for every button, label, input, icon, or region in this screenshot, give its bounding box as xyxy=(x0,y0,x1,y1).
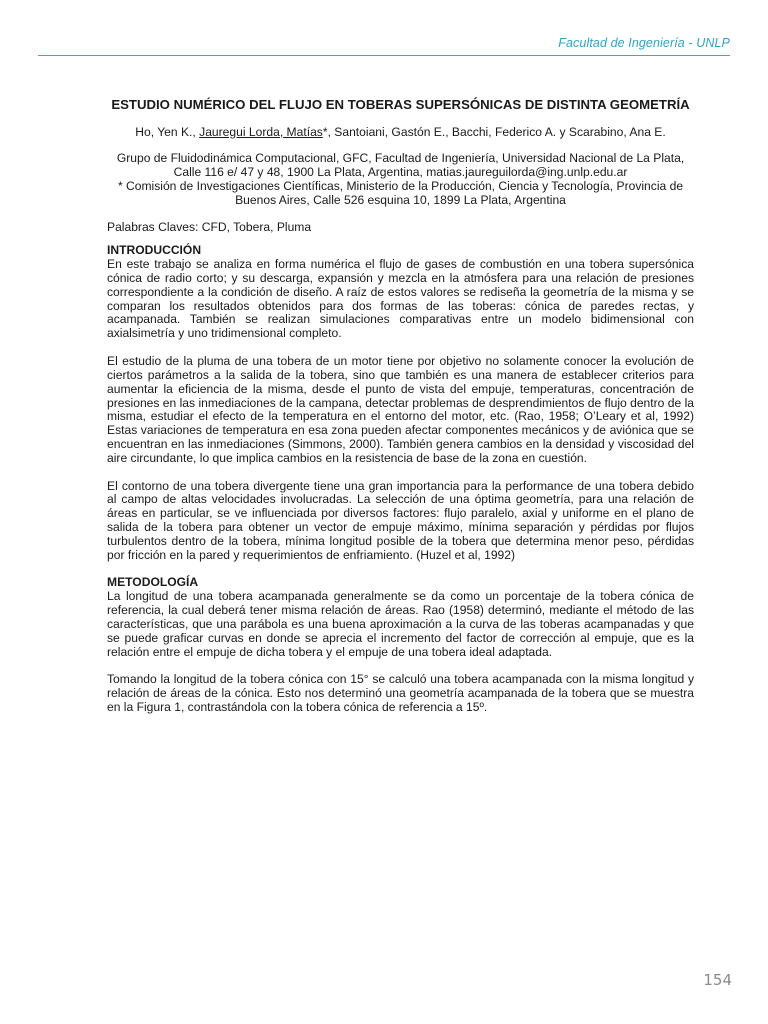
header-divider xyxy=(38,55,730,56)
paper-body xyxy=(107,97,694,715)
affiliations xyxy=(107,152,694,208)
intro-paragraph-2: El estudio de la pluma de una tobera de un motor tiene por objetivo no solamente conocer la evolución de ciertos parámetros a la salida de la tobera, sino que también es una manera de establecer criterios para aumentar la eficiencia de la misma, desde el punto de vista del empuje, temperaturas, concentración de presiones en las inmediaciones de la campana, detectar problemas de desprendimientos de flujo dentro de la misma, estudiar el efecto de la temperatura en el entorno del motor, etc. (Rao, 1958; O’Leary et al, 1992) Estas variaciones de temperatura en esa zona pueden afectar componentes mecánicos y de aviónica que se encuentran en las inmediaciones (Simmons, 2000). También genera cambios en la densidad y viscosidad del aire circundante, lo que implica cambios en la resistencia de base de la zona en cuestión. xyxy=(107,353,694,466)
authors-prefix: Ho, Yen K., xyxy=(135,124,200,139)
heading-metodologia: METODOLOGÍA xyxy=(107,575,199,590)
intro-paragraph-3: El contorno de una tobera divergente tiene una gran importancia para la performance de una tobera debido al campo de altas velocidades involucradas. La selección de una óptima geometría, para una relación de áreas en particular, se ve influenciada por diversos factores: flujo paralelo, axial y uniforme en el plano de salida de la tobera para obtener un vector de empuje máximo, mínima separación y pérdidas por flujos turbulentos dentro de la tobera, mínima longitud posible de la tobera que determina menor peso, pérdidas por fricción en la pared y requerimientos de enfriamiento. (Huzel et al, 1992) xyxy=(107,478,694,563)
keywords: Palabras Claves: CFD, Tobera, Pluma xyxy=(107,220,312,235)
corresponding-author: Jauregui Lorda, Matías xyxy=(199,124,323,139)
intro-paragraph-1: En este trabajo se analiza en forma numérica el flujo de gases de combustión en una tobera supersónica cónica de radio corto; y su descarga, expansión y mezcla en la atmósfera para una relación de presiones correspondiente a la condición de diseño. A raíz de estos valores se rediseña la geometría de la misma y se comparan los resultados obtenidos para dos formas de las toberas: cónica de paredes rectas, y acampanada. También se realizan simulaciones comparativas entre un modelo bidimensional con axialsimetría y uno tridimensional completo. xyxy=(107,256,694,341)
header-institution: Facultad de Ingeniería - UNLP xyxy=(558,36,730,50)
heading-introduccion: INTRODUCCIÓN xyxy=(107,242,202,257)
paper-title: ESTUDIO NUMÉRICO DEL FLUJO EN TOBERAS SUPERSÓNICAS DE DISTINTA GEOMETRÍA xyxy=(111,97,690,112)
authors-suffix: *, Santoiani, Gastón E., Bacchi, Federico A. y Scarabino, Ana E. xyxy=(322,124,666,139)
affiliation-gfc: Grupo de Fluidodinámica Computacional, GFC, Facultad de Ingeniería, Universidad Nacional de La Plata, Calle 116 e/ 47 y 48, 1900 La Plata, Argentina, matias.jaureguilorda@ing.unlp.edu.ar xyxy=(116,151,685,180)
page-number: 154 xyxy=(703,971,732,989)
method-paragraph-1: La longitud de una tobera acampanada generalmente se da como un porcentaje de la tobera cónica de referencia, la cual deberá tener misma relación de áreas. Rao (1958) determinó, mediante el método de las características, que una parábola es una buena aproximación a la curva de las toberas acampanadas y que se puede graficar curvas en donde se aprecia el incremento del factor de corrección al empuje, que es la relación entre el empuje de dicha tobera y el empuje de una tobera ideal adaptada. xyxy=(107,589,694,659)
affiliation-cic: * Comisión de Investigaciones Científicas, Ministerio de la Producción, Ciencia y Tecnología, Provincia de Buenos Aires, Calle 526 esquina 10, 1899 La Plata, Argentina xyxy=(117,179,684,208)
author-list xyxy=(107,126,694,140)
method-paragraph-2: Tomando la longitud de la tobera cónica con 15° se calculó una tobera acampanada con la misma longitud y relación de áreas de la cónica. Esto nos determinó una geometría acampanada de la tobera que se muestra en la Figura 1, contrastándola con la tobera cónica de referencia a 15º. xyxy=(107,672,694,715)
